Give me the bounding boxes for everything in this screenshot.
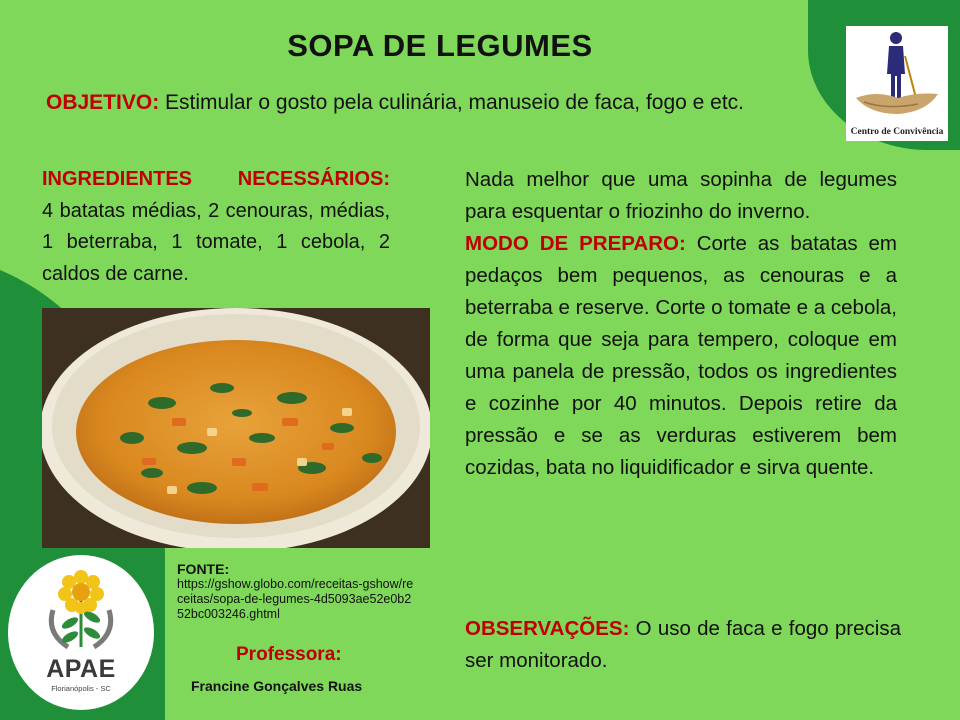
intro-and-method: [465, 164, 897, 484]
apae-name: APAE: [46, 655, 116, 683]
objective-paragraph: [46, 87, 806, 118]
ingredients-heading: [42, 164, 390, 196]
objective-label: OBJETIVO:: [46, 91, 160, 114]
observations-text: O uso de faca e fogo precisa ser monitorado.: [465, 617, 901, 672]
flower-hands-icon: [8, 555, 154, 655]
ingredients-label-1: INGREDIENTES: [42, 168, 193, 190]
source-label: FONTE:: [177, 561, 230, 577]
centro-convivencia-name: Centro de Convivência: [850, 127, 944, 137]
centro-convivencia-logo: [846, 26, 948, 141]
method-label: MODO DE PREPARO:: [465, 232, 686, 255]
ingredients-label-2: NECESSÁRIOS:: [237, 168, 390, 190]
method-text: Corte as batatas em pedaços bem pequenos, as cenouras e a beterraba e reserve. Corte o tomate e a cebola, de forma que seja para tempero, coloque em uma panela de pressão, todos os ingredientes e cozinhe por 40 minutos. Depois retire da pressão e se as verduras estiverem bem cozidas, bata no liquidificador e sirva quente.: [465, 232, 897, 479]
elderly-person-icon: [846, 26, 948, 126]
observations-paragraph: [465, 613, 901, 677]
source-url: https://gshow.globo.com/receitas-gshow/receitas/sopa-de-legumes-4d5093ae52e0b252bc003246.ghtml: [177, 577, 414, 621]
intro-text: Nada melhor que uma sopinha de legumes para esquentar o friozinho do inverno.: [465, 168, 897, 223]
observations-label: OBSERVAÇÕES:: [465, 617, 630, 640]
ingredients-paragraph: [42, 164, 390, 290]
teacher-name: Francine Gonçalves Ruas: [191, 678, 363, 694]
apae-logo: [8, 555, 154, 710]
source-block: [177, 562, 417, 622]
slide-title: SOPA DE LEGUMES: [287, 28, 593, 63]
method-paragraph: [465, 228, 897, 484]
apae-location: Florianópolis - SC: [51, 684, 111, 693]
teacher-label: Professora:: [236, 644, 342, 665]
soup-photo: [42, 308, 430, 548]
soup-bowl-illustration: [42, 308, 430, 548]
objective-text: Estimular o gosto pela culinária, manuseio de faca, fogo e etc.: [159, 91, 745, 114]
ingredients-text: 4 batatas médias, 2 cenouras, médias, 1 beterraba, 1 tomate, 1 cebola, 2 caldos de carne.: [42, 199, 390, 285]
